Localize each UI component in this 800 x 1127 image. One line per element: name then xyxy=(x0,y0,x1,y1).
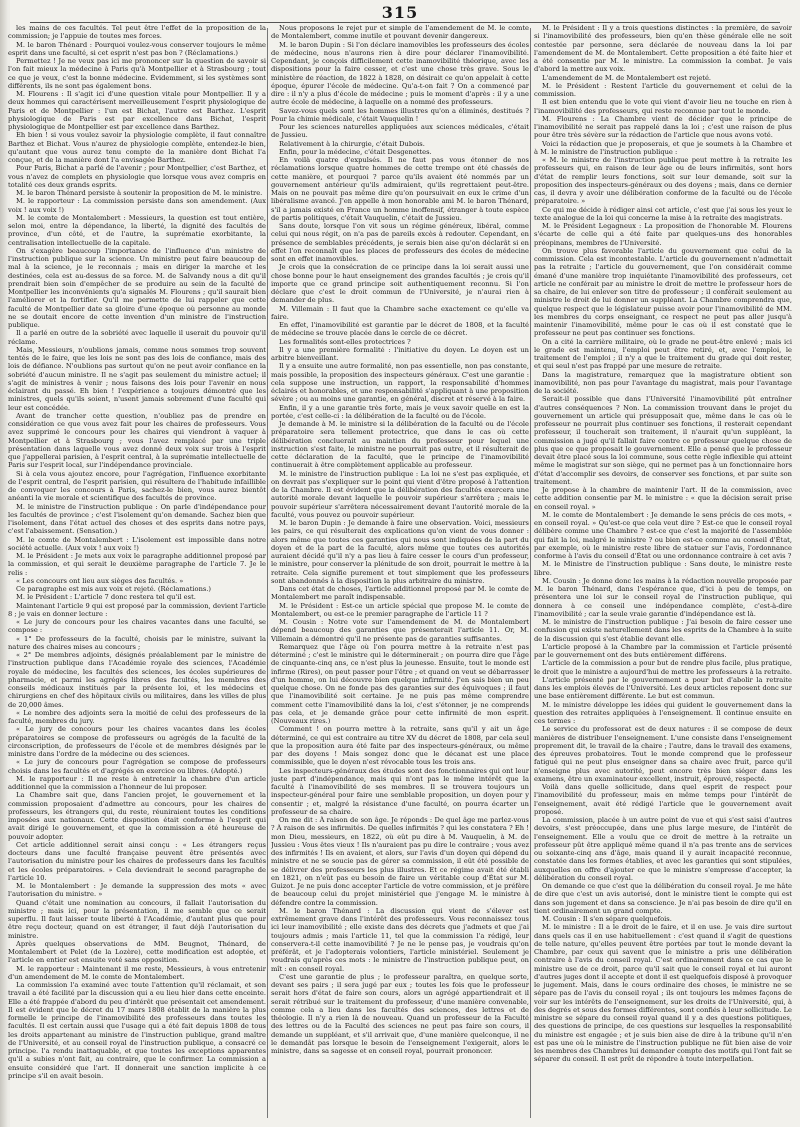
paragraph: Permettez ! Je ne veux pas ici me prononcer sur la question de savoir si l'on fait mieux la médecine à Paris qu'à Montpellier et à Strasbourg ; tout ce que je veux, c'est la bonne médecine. Évidemment, si les systèmes sont différents, ils ne sont pas également bons. xyxy=(8,57,266,90)
paragraph: M. le rapporteur : Maintenant il me reste, Messieurs, à vous entretenir d'un amendement de M. le comte de Montalembert. xyxy=(8,964,266,981)
paragraph: Ce paragraphe est mis aux voix et rejeté. (Réclamations.) xyxy=(16,585,212,593)
paragraph: Les inspecteurs-généraux des études sont des fonctionnaires qui ont leur juste part d'indépendance, mais qui n'ont pas le même intérêt que la faculté à l'inamovibilité de ses membres. Il se trouvera toujours un inspecteur-général pour faire une semblable proposition, un doyen pour y consentir ; et, malgré la résistance d'une faculté, on pourra écarter un professeur de sa chaire. xyxy=(271,766,529,816)
paragraph: Cet article additionnel serait ainsi conçu : « Les étrangers reçus docteurs dans une faculté française peuvent être présentés avec l'autorisation du ministre pour les chaires de professeurs dans les facultés et les écoles préparatoires. » Cela deviendrait le second paragraphe de l'article 10. xyxy=(8,840,266,882)
paragraph: On demande ce que c'est que la délibération du conseil royal. Je me hâte de dire que c'est un avis autorisé, dont le ministre tient le compte qui est dans son jugement et dans sa conscience. Je n'ai pas besoin de dire qu'il en tient ordinairement un grand compte. xyxy=(534,882,792,915)
paragraph: Voici la rédaction que je proposerais, et que je soumets à la Chambre et à M. le ministre de l'instruction publique : xyxy=(534,139,792,156)
paragraph: « Les concours ont lieu aux sièges des facultés. » xyxy=(16,576,184,585)
paragraph: M. le baron Thénard : La discussion qui vient de s'élever est extrêmement grave dans l'intérêt des professeurs. Vous reconnaissez tous ici leur inamovibilité ; elle existe dans des décrets que j'admets et que j'ai toujours admis ; mais l'article 11, tel que la commission l'a rédigé, leur conservera-t-il cette inamovibilité ? Je ne le pense pas, je voudrais qu'on préférât, et je l'adopterais volontiers, l'article ministériel. Seulement je voudrais qu'après ces mots : le ministre de l'instruction publique peut, on mît : en conseil royal. xyxy=(271,906,529,973)
paragraph: Mais, Messieurs, n'oublions jamais, comme nous sommes trop souvent tentés de le faire, que les lois ne sont pas des lois de confiance, mais des lois de défiance. N'oublions pas surtout qu'on ne peut avoir confiance en la sobriété d'aucun ministre. Il ne s'agit pas seulement du ministre actuel; il s'agit de ministres à venir ; nous faisons des lois pour l'avenir en nous éclairant du passé. Eh bien ! l'expérience a toujours démontré que les ministres, quels qu'ils soient, n'usent jamais sobrement d'une faculté qui leur est concédée. xyxy=(8,345,266,412)
paragraph: Avant de trancher cette question, n'oubliez pas de prendre en considération ce que vous avez fait pour les chaires de professeurs. Vous avez supprimé le concours pour les chaires qui viendront à vaquer à Montpellier et à Strasbourg ; vous l'avez remplacé par une triple présentation dans laquelle vous avez donné deux voix sur trois à l'esprit que j'appellerai parisien, à l'esprit central, à la suprématie intellectuelle de Paris sur l'esprit local, sur l'indépendance provinciale. xyxy=(8,411,266,470)
paragraph: M. le rapporteur : La commission persiste dans son amendement. (Aux voix ! aux voix !) xyxy=(8,197,266,214)
paragraph: M. Cousin : Je donne donc les mains à la rédaction nouvelle proposée par M. le baron Thénard, dans l'espérance que, d'ici à peu de temps, on présentera une loi sur le conseil royal de l'instruction publique, qui donnera à ce conseil une indépendance complète, c'est-à-dire l'inamovibilité ; car la seule vraie garantie d'indépendance est là. xyxy=(534,576,792,618)
paragraph: Quand c'était une nomination au concours, il fallait l'autorisation du ministre ; mais ici, pour la présentation, il me semble que ce serait superflu. Il faut laisser toute liberté à l'Académie, d'autant plus que pour être reçu docteur, quand on est étranger, il faut déjà l'autorisation du ministre. xyxy=(8,898,266,940)
paragraph: La Chambre sait que, dans l'ancien projet, le gouvernement et la commission proposaient d'admettre au concours, pour les chaires de professeurs, les étrangers qui, du reste, réuniraient toutes les conditions imposées aux nationaux. Cette disposition était conforme à l'esprit qui avait dirigé le gouvernement, et que la commission a été heureuse de pouvoir adopter. xyxy=(8,791,266,841)
paragraph: M. le Président : L'article 7 donc restera tel qu'il est. xyxy=(16,593,196,602)
header-rule xyxy=(30,22,780,23)
paragraph: Maintenant l'article 9 qui est proposé par la commission, devient l'article 8 ; je vais en donner lecture : xyxy=(8,601,266,618)
paragraph: L'amendement de M. de Montalembert est rejeté. xyxy=(542,73,712,82)
paragraph: On a cité la carrière militaire, où le grade ne peut-être enlevé ; mais ici le grade est maintenu, l'emploi peut être retiré, et, avec l'emploi, le traitement de l'emploi ; il n'y a que le traitement du grade qui doit rester, et qui seul n'est pas frappé par une mesure de retraite. xyxy=(534,337,792,371)
paragraph: Dans cet état de choses, l'article additionnel proposé par M. le comte de Montalembert me paraît indispensable. xyxy=(271,585,529,602)
column-left xyxy=(8,24,266,1124)
paragraph: Ce qui me décide à rédiger ainsi cet article, c'est que j'ai sous les yeux le texte analogue de la loi qui concerne la mise à la retraite des magistrats. xyxy=(534,205,792,222)
paragraph: Nous proposons le rejet pur et simple de l'amendement de M. le comte de Montalembert, comme inutile et pouvant devenir dangereux. xyxy=(271,24,529,41)
paragraph: Serait-il possible que dans l'Université l'inamovibilité pût entraîner d'autres conséquences ? Non. La commission trouvant dans le projet du gouvernement un article qui présupposait que, même dans le cas où le professeur ne pourrait plus continuer ses fonctions, il resterait cependant professeur, il toucherait son traitement, il n'aurait qu'un suppléant, la commission a jugé qu'il fallait faire contre ce professeur quelque chose de plus que ce que proposait le gouvernement. Elle a pensé que le professeur devait être placé sous la loi commune, sous cette règle inflexible qui atteint même le magistrat sur son siège, qui ne permet pas à un fonctionnaire hors d'état d'accomplir ses devoirs, de conserver ses fonctions, et par suite son traitement. xyxy=(534,395,792,486)
paragraph: En voilà quatre d'expulsés. Il ne faut pas vous étonner de nos réclamations lorsque quatre hommes de cette trempe ont été chassés de cette manière, et pourquoi ? parce qu'ils avaient été nommés par un gouvernement antérieur qu'ils admiraient, qu'ils regrettaient peut-être. Mais on ne pouvait pas même dire qu'on poursuivait en eux le crime d'un libéralisme avancé. J'en appelle à mon honorable ami M. le baron Thénard, s'il a jamais existé en France un homme inoffensif, étranger à toute espèce de partis politiques, c'était Vauquelin, c'était de Jussieu. xyxy=(271,156,529,222)
paragraph: En effet, l'inamovibilité est garantie par le décret de 1808, et la faculté de médecine se trouve placée dans le cercle de ce décret. xyxy=(271,321,529,338)
paragraph: Il a parlé en outre de la sobriété avec laquelle il userait du pouvoir qu'il réclame. xyxy=(8,329,266,346)
paragraph: Il est bien entendu que le vote qui vient d'avoir lieu ne touche en rien à l'inamovibilité des professeurs, qui reste reconnue par tout le monde. xyxy=(534,98,792,115)
paragraph: Il y a une première formalité : l'initiative du doyen. Le doyen est un arbitre bienveillant. xyxy=(271,345,529,362)
paragraph: « M. le ministre de l'instruction publique peut mettre à la retraite les professeurs qui, en raison de leur âge ou de leurs infirmités, sont hors d'état de remplir leurs fonctions, soit sur leur demande, soit sur la proposition des inspecteurs-généraux ou des doyens ; mais, dans ce dernier cas, il devra y avoir une délibération conforme de la faculté ou de l'école préparatoire. » xyxy=(534,156,792,206)
paragraph: M. le comte de Montalembert : Je demande le sens précis de ces mots, « en conseil royal. » Qu'est-ce que cela veut dire ? Est-ce que le conseil royal délibère comme une Chambre ? est-ce que c'est la majorité de l'assemblée qui fait la loi, malgré le ministre ? ou bien est-ce comme au conseil d'État, par exemple, où le ministre reste libre de statuer sur l'avis, l'ordonnance conforme à l'avis du conseil d'État ou une ordonnance contraire à cet avis ? xyxy=(534,510,792,560)
paragraph: M. Cousin : Notre vote sur l'amendement de M. de Montalembert dépend beaucoup des garanties que présenterait l'article 11. Or, M. Villemain a démontré qu'il ne présente pas de garanties suffisantes. xyxy=(271,618,529,643)
paragraph: La commission, placée à un autre point de vue et qui s'est saisi d'autres devoirs, s'est préoccupée, dans une plus large mesure, de l'intérêt de l'enseignement. Elle a voulu que ce droit de mettre à la retraite un professeur pût être appliqué même quand il n'a pas trente ans de services ou soixante-cinq ans d'âge, mais quand il y aurait incapacité reconnue, constatée dans les formes établies, et avec les garanties qui sont stipulées, auxquelles on offre d'ajouter ce que le ministre s'empresse d'accepter, la délibération du conseil royal. xyxy=(534,816,792,882)
paragraph: Pour les sciences naturelles appliquées aux sciences médicales, c'était de Jussieu. xyxy=(271,123,529,140)
paragraph: M. le Ministre de l'instruction publique : Sans doute, le ministre reste libre. xyxy=(534,560,792,577)
paragraph: M. Cousin : Il s'en sépare quelquefois. xyxy=(542,915,672,923)
column-divider xyxy=(267,28,268,1118)
column-divider xyxy=(530,28,531,1118)
paragraph: M. le baron Dupin : Si l'on déclare inamovibles les professeurs des écoles de médecine, nous n'aurons rien à dire pour déclarer l'inamovibilité. Cependant, je conçois difficilement cette inamovibilité théorique, avec les dispositions pour la faire cesser, et c'est une chose très grave. Sous le ministère de réaction, de 1822 à 1828, on désirait ce qu'on appelait à cette époque, épurer l'école de médecine. Qu'a-t-on fait ? On a commencé par dire : il n'y a plus d'école de médecine ; puis le moment d'après : il y a une autre école de médecine, à laquelle on a nommé des professeurs. xyxy=(271,40,529,107)
paragraph: M. le Montalembert : Je demande la suppression des mots « avec l'autorisation du ministre. » xyxy=(8,882,266,899)
paragraph: Je crois que la consécration de ce principe dans la loi serait aussi une chose bonne pour le haut enseignement des grandes facultés ; je crois qu'il importe que ce grand principe soit authentiquement reconnu. Si l'on déclare que c'est le droit commun de l'Université, je n'aurai rien à demander de plus. xyxy=(271,263,529,305)
paragraph: « Le jury de concours pour les chaires vacantes dans les écoles préparatoires se compose de professeurs ou agrégés de la faculté de la circonscription, de professeurs de l'école et de membres désignés par le ministre dans l'ordre de la médecine ou des sciences. xyxy=(8,725,266,758)
paragraph: M. le baron Thénard persiste à soutenir la proposition de M. le ministre. xyxy=(16,189,263,197)
paragraph: M. le ministre de l'instruction publique : On parle d'indépendance pour les facultés de province ; c'est l'isolement qu'on demande. Sachez bien que l'isolement, dans l'état actuel des choses et des esprits dans notre pays, c'est l'abaissement. (Sensation.) xyxy=(8,502,266,536)
paragraph: M. le Président Legagneux : La proposition de l'honorable M. Flourens s'écarte de celle qui a été faite par quelques-uns des honorables préopinans, membres de l'Université. xyxy=(534,222,792,247)
column-middle xyxy=(271,24,529,1124)
paragraph: Je demande à M. le ministre si la délibération de la faculté ou de l'école préparatoire sera tellement protectrice, que dans le cas où cette délibération concluerait au maintien du professeur pour lequel une instruction s'est faite, le ministre ne pourrait pas outre, et il résulterait de cette déclaration de la faculté, que le principe de l'inamovibilité continuerait à être complètement applicable au professeur. xyxy=(271,420,529,470)
paragraph: Enfin, il y a une garantie très forte, mais je veux savoir quelle en est la portée, c'est celle-ci : la délibération de la faculté ou de l'école. xyxy=(271,403,529,420)
paragraph: M. le Président : Je mets aux voix le paragraphe additionnel proposé par la commission, et qui serait le deuxième paragraphe de l'article 7. Je le relis : xyxy=(8,552,266,577)
paragraph: M. le ministre : Il a le droit de le faire, et il en use. Je vais dire surtout dans quels cas il en use habituellement : c'est quand il s'agit de questions de telle nature, qu'elles peuvent être portées par tout le monde devant la Chambre, par ceux qui savent que le ministre a pris une délibération contraire à l'avis du conseil royal. C'est ordinairement dans ce cas que le ministre use de ce droit, parce qu'il sait que le conseil royal et lui auront d'autres juges dont il accepte et dont il est quelquefois disposé à provoquer le jugement. Mais, dans le cours ordinaire des choses, le ministre ne se sépare pas de l'avis du conseil royal ; ils ont toujours les mêmes façons de voir sur les intérêts de l'enseignement, sur les droits de l'Université, qui, à des degrés et sous des formes différentes, sont confiés à leur sollicitude. Le ministre se sépare du conseil royal quand il y a des questions politiques, des questions de principe, de ces questions sur lesquelles la responsabilité du ministre est engagée ; et je suis bien aise de dire à la tribune qu'il n'en est pas une où le ministre de l'instruction publique ne fût bien aise de voir les membres des Chambres lui demander compte des motifs qui l'ont fait se séparer du conseil. Il est prêt de répondre à toute interpellation. xyxy=(534,923,792,1064)
paragraph: Je propose à la chambre de maintenir l'art. II de la commission, avec cette addition consentie par M. le ministre : « que la décision serait prise en conseil royal. » xyxy=(534,486,792,511)
column-right xyxy=(534,24,792,1124)
paragraph: Comment ! on pourra mettre à la retraite, sans qu'il y ait un âge déterminé, ce qui est contraire au titre XV du décret de 1808, par cela seul que la proposition aura été faite par des inspecteurs-généraux, ou même par des doyens ! Mais songez donc que le décanat est une place commissible, que le doyen n'est révocable tous les trois ans. xyxy=(271,725,529,767)
paragraph: Savez-vous quels sont les hommes illustres qu'on a éliminés, destitués ? Pour la chimie médicale, c'était Vauquelin ! xyxy=(271,106,529,123)
paragraph: « Le jury de concours pour l'agrégation se compose de professeurs choisis dans les facultés et d'agrégés en exercice ou libres. (Adopté.) xyxy=(8,758,266,775)
paragraph: M. le comte de Montalembert : Messieurs, la question est tout entière, selon moi, entre la dépendance, la liberté, la dignité des facultés de province, d'un côté, et de l'autre, la suprématie exorbitante, la centralisation intellectuelle de la capitale. xyxy=(8,213,266,247)
paragraph: Sans doute, lorsque l'on vit sous un régime généreux, libéral, comme celui qui nous régit, on n'a pas de pareils excès à redouter. Cependant, en présence de semblables précédents, je serais bien aise qu'on déclarât si en effet l'on reconnaît que les places de professeurs des écoles de médecine sont en effet inamovibles. xyxy=(271,222,529,263)
paragraph: M. Flourens : La Chambre vient de décider que le principe de l'inamovibilité ne serait pas rappelé dans la loi ; c'est une raison de plus pour être très sévère sur la rédaction de l'article que nous avons voté. xyxy=(534,114,792,140)
paragraph: On s'exagère beaucoup l'importance de l'influence d'un ministre de l'instruction publique sur la science. Un ministre peut faire beaucoup de mal à la science, je le reconnais ; mais en diriger la marche et les destinées, cela est au-dessus de sa force. M. de Salvandy nous a dit qu'il prendrait bien soin d'empêcher de se produire au sein de la faculté de Montpellier les inconvénients qu'a signalés M. Flourens ; qu'il saurait bien l'améliorer et la fortifier. Qu'il me permette de lui rappeler que cette faculté de Montpellier date sa gloire d'une époque où personne au monde ne se doutait encore de cette invention d'un ministre de l'instruction publique. xyxy=(8,246,266,329)
paragraph: Eh bien ! si vous voulez savoir la physiologie complète, il faut connaître Barthez et Bichat. Vous n'aurez de physiologie complète, entendez-le bien, qu'autant que vous aurez tenu compte de la manière dont Bichat l'a conçue, et de la manière dont l'a envisagée Barthez. xyxy=(8,131,266,164)
paragraph: M. Villemain : Il faut que la Chambre sache exactement ce qu'elle va faire. xyxy=(271,304,529,321)
paragraph: M. le Président : Restent l'article du gouvernement et celui de la commission. xyxy=(534,81,792,98)
paragraph: M. le ministre de l'instruction publique : La loi ne s'est pas expliquée, et on devrait pas s'expliquer sur le point qui vient d'être proposé à l'attention de la Chambre. Il est évident que la délibération des facultés exercera une autorité morale devant laquelle le pouvoir supérieur s'arrêtera ; mais le pouvoir supérieur s'arrêtera nécessairement devant l'autorité morale de la faculté, vous pouvez ou pouvoir supérieur. xyxy=(271,469,529,519)
paragraph: La commission l'a examiné avec toute l'attention qu'il réclamait, et son travail a été facilité par la discussion qui a eu lieu hier dans cette enceinte. Elle a été frappée d'abord du peu d'intérêt que présentait cet amendement. Il est évident que le décret du 17 mars 1808 établit de la manière la plus formelle le principe de l'inamovibilité des professeurs dans toutes les facultés. Il est certain aussi que l'usage qui a été fait depuis 1808 de tous les droits appartenant au ministre de l'instruction publique, grand maître de l'Université, et au conseil royal de l'instruction publique, a consacré ce principe. l'a rendu inattaquable, et que toutes les exceptions apparentes qu'il a subies n'ont fait, au contraire, que le confirmer. La commission a ensuite considéré que l'art. II donnerait une sanction implicite à ce principe s'il en avait besoin. xyxy=(8,981,266,1080)
paragraph: Pour Paris, Bichat a parlé de l'avenir ; pour Montpellier, c'est Barthez, et vous n'avez de complets en physiologie que lorsque vous avez compris en totalité ces deux grands esprits. xyxy=(8,164,266,189)
paragraph: « 2° De membres adjoints, désignés préalablement par le ministre de l'instruction publique dans l'Académie royale des sciences, l'Académie royale de médecine, les facultés des sciences, les écoles supérieures de pharmacie, et parmi les agrégés libres des facultés, les membres des conseils médicaux institués par la présente loi, et les médecins et chirurgiens en chef des hôpitaux civils ou militaires, dans les villes de plus de 20,000 âmes. xyxy=(8,651,266,709)
paragraph: les mains de ces facultés. Tel peut être l'effet de la proposition de la commission; je l'appuie de toutes mes forces. xyxy=(8,24,266,41)
paragraph: On trouve plus favorable l'article du gouvernement que celui de la commission. Cela est incontestable. L'article du gouvernement n'admettait pas la retraite ; l'article du gouvernement, que l'on considérait comme émané d'une manière trop inquiétante l'inamovibilité des professeurs, cet article ne conférait par au ministre le droit de mettre le professeur hors de sa chaire, de lui enlever son titre de professeur ; il conférait seulement au ministre le droit de lui donner un suppléant. La Chambre comprendra que, quelque respect que le législateur puisse avoir pour l'inamovibilité de MM. les membres du corps enseignant, ce respect ne peut pas aller jusqu'à maintenir l'inamovibilité, même pour le cas où il est constaté que le professeur ne peut pas continuer ses fonctions. xyxy=(534,246,792,338)
paragraph: L'article proposé à la Chambre par la commission et l'article présenté par le gouvernement ont des buts entièrement différens. xyxy=(534,642,792,659)
paragraph: « Le jury de concours pour les chaires vacantes dans une faculté, se compose : xyxy=(8,618,266,635)
paragraph: M. le ministre développe les idées qui guident le gouvernement dans la question des retraites appliquées à l'enseignement. Il continue ensuite en ces termes : xyxy=(534,700,792,725)
paragraph: M. le ministre de l'instruction publique : J'ai besoin de faire cesser une confusion qui existe naturellement dans les esprits de la Chambre à la suite de la discussion qui s'est établie devant elle. xyxy=(534,618,792,643)
paragraph: M. le rapporteur : Il me reste à entretenir la chambre d'un article additionnel que la commission a l'honneur de lui proposer. xyxy=(8,774,266,791)
paragraph: On me dit : À raison de son âge. Je réponds : De quel âge me parlez-vous ? À raison de ses infirmités. De quelles infirmités ? qui les constatera ? Eh ! mon Dieu, messieurs, en 1822, où eût pu dire à M. Vauquelin, à M. de Jussieu : Vous êtes vieux ! Ils n'auraient pas pu dire le contraire ; vous avez des infirmités ! Ils en avaient, et alors, sur l'avis d'un doyen qui dépend du ministre et ne se soucie pas de gérer sa commission, il eût été possible de se délivrer des professeurs les plus illustres. Et ce régime avait été établi en 1821, on n'eût pas eu besoin de faire un véritable coup d'État sur M. Guizot. Je ne puis donc accepter l'article de votre commission, et je préfère de beaucoup celui du projet ministériel que j'engage M. le ministre à défendre contre la commission. xyxy=(271,816,529,907)
paragraph: Si à cela vous ajoutez encore, pour l'agrégation, l'influence exorbitante de l'esprit central, de l'esprit parisien, qui résultera de l'habitude infaillible de convoquer les concours à Paris, sachez-le bien, vous aurez bientôt anéanti la vie morale et scientifique des facultés de province. xyxy=(8,469,266,503)
paragraph: Enfin, pour la médecine, c'était Desgenettes. xyxy=(279,147,432,156)
paragraph: L'article présenté par le gouvernement a pour but d'abolir la retraite dans les emplois élevés de l'Université. Les deux articles reposent donc sur une base entièrement différente. Le but est commun. xyxy=(534,675,792,701)
paragraph: « 1° De professeurs de la faculté, choisis par le ministre, suivant la nature des chaires mises au concours ; xyxy=(8,634,266,651)
paragraph: M. le Président : Il y a trois questions distinctes : la première, de savoir si l'inamovibilité des professeurs, bien qu'en thèse générale elle ne soit contestée par personne, sera déclarée de nouveau dans la loi par l'amendement de M. de Montalembert. Cette proposition a été faite hier et a été consentie par M. le ministre. La commission la combat. Je vais d'abord la mettre aux voix. xyxy=(534,24,792,74)
paragraph: Remarquez que l'âge où l'on pourra mettre à la retraite n'est pas déterminé ; c'est le ministre qui le déterminerait ; on pourra dire que l'âge de cinquante-cinq ans, ce n'est plus la jeunesse. Ensuite, tout le monde est infirme (Rires), on peut passer pour l'être ; et quand on veut se débarrasser d'un homme, on lui découvre bien quelque infirmité. J'en sais bien un peu quelque chose. On ne fonde pas des garanties sur des équivoques ; il faut que l'inamovibilité soit certaine. Je ne puis pas même comprendre comment cette l'inamovibilité dans la loi, c'est s'étonner, je ne comprends pas cela, et je demande grâce pour cette infirmité de mon esprit. (Nouveaux rires.) xyxy=(271,642,529,725)
paragraph: Relativement à la chirurgie, c'était Dubois. xyxy=(279,139,425,148)
paragraph: « Le nombre des adjoints sera la moitié de celui des professeurs de la faculté, membres du jury. xyxy=(8,708,266,725)
paragraph: C'est une garantie de plus ; le professeur paraîtra, en quelque sorte, devant ses pairs ; il sera jugé par eux ; toutes les fois que le professeur serait hors d'état de faire son cours, alors un agrégé appartiendrait et il serait rétribué sur le traitement du professeur, d'une manière convenable, comme cela a lieu dans les facultés des sciences, des lettres et de théologie. Il n'y a rien là de nouveau. Quand un professeur de la Faculté des lettres ou de la Faculté des sciences ne peut pas faire son cours, il demande un suppléant, et s'il arrivait que, d'une manière quelconque, il ne le demandât pas lorsque le besoin de l'enseignement l'exigerait, alors le ministre, dans sa sagesse et en conseil royal, pourrait prononcer. xyxy=(271,972,529,1055)
paragraph: M. le comte de Montalembert : L'isolement est impossible dans notre société actuelle. (Aux voix ! aux voix !) xyxy=(8,535,266,552)
paragraph: M. le baron Thénard : Pourquoi voulez-vous conserver toujours le même esprit dans une faculté, si cet esprit n'est pas bon ? (Réclamations.) xyxy=(8,40,266,57)
paragraph: M. Flourens : Il s'agit ici d'une question vitale pour Montpellier. Il y a deux hommes qui caractérisent merveilleusement l'esprit physiologique de Paris et de Montpellier : l'un est Bichat, l'autre est Barthez. L'esprit physiologique de Paris est par excellence dans Bichat, l'esprit physiologique de Montpellier est par excellence dans Barthez. xyxy=(8,90,266,131)
paragraph: Les formalités sont-elles protectrices ? xyxy=(279,337,411,346)
paragraph: Après quelques observations de MM. Beugnot, Thénard, de Montalembert et Pelet (de la Lozère), cette modification est adoptée, et l'article en entier est ensuite voté sans opposition. xyxy=(8,939,266,965)
paragraph: M. le Président : Est-ce un article spécial que propose M. le comte de Montalembert, ou est-ce le premier paragraphe de l'article 11 ? xyxy=(271,601,529,618)
paragraph: Dans la magistrature, remarquez que la magistrature obtient son inamovibilité, non pas pour l'avantage du magistrat, mais pour l'avantage de la société. xyxy=(534,370,792,395)
page-number: 315 xyxy=(381,3,419,22)
paragraph: L'article de la commission a pour but de rendre plus facile, plus pratique, le droit que le ministre a aujourd'hui de mettre les professeurs à la retraite. xyxy=(534,659,792,676)
paragraph: Voilà dans quelle sollicitude, dans quel esprit de respect pour l'inamovibilité du professeur, mais en même temps pour l'intérêt de l'enseignement, avait été rédigé l'article que le gouvernement avait proposé. xyxy=(534,783,792,816)
paragraph: Il y a ensuite une autre formalité, non pas essentielle, non pas constante, mais possible, la proposition des inspecteurs généraux. C'est une garantie : cela suppose une instruction, un rapport, la responsabilité d'hommes éclairés et honorables, et une responsabilité s'appliquant à une proposition sévère ; ou au moins une garantie, en général, discret et réservé à la faire. xyxy=(271,362,529,404)
paragraph: M. le baron Dupin : Je demande à faire une observation. Voici, messieurs les pairs, ce qui résulterait des explications qu'on vient de vous donner : alors même que toutes ces garanties qui nous sont indiquées de la part du doyen et de la part de la faculté, alors même que toutes ces autorités auraient décidé qu'il n'y a pas lieu à faire cesser le cours d'un professeur, le ministre, pour conserver la plénitude de son droit, pourrait le mettre à la retraite. Cela signifie purement et tout simplement que les professeurs sont abandonnés à la disposition la plus arbitraire du ministre. xyxy=(271,519,529,585)
paragraph: Le service du professorat est de deux natures : il se compose de deux manières de distribuer l'enseignement. L'une consiste dans l'enseignement proprement dit, le travail de la chaire ; l'autre, dans le travail des examens, des épreuves probatoires. Tout le monde comprend que le professeur fatigué qui ne peut plus enseigner dans sa chaire avec fruit, parce qu'il n'enseigne plus avec autorité, peut encore très bien siéger dans les examens, être un examinateur excellent, instruit, éprouvé, respecté. xyxy=(534,725,792,783)
